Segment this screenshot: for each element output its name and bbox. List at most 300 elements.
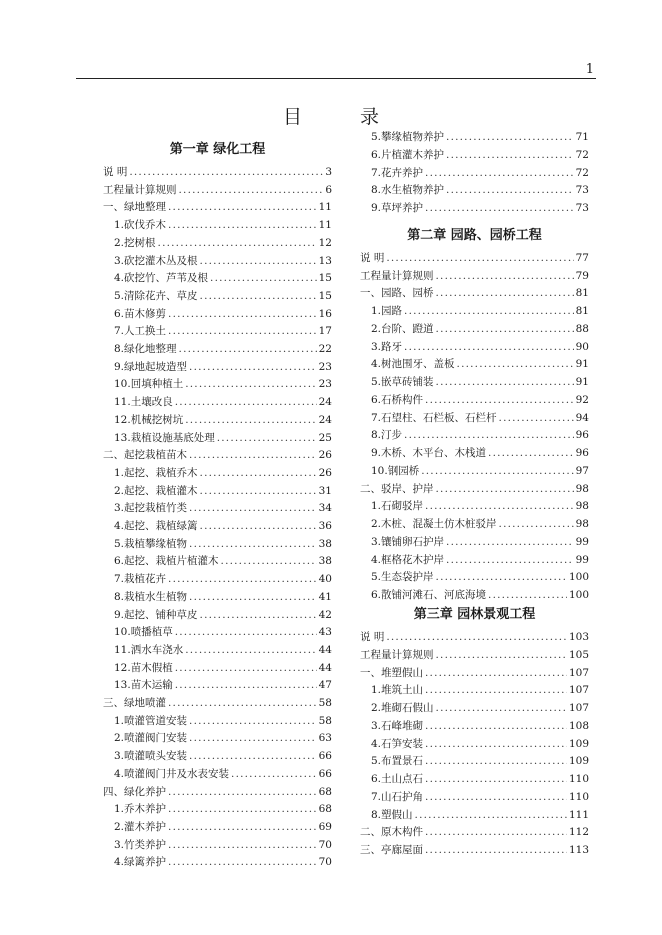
toc-entry-page: 81 bbox=[575, 305, 589, 318]
toc-leader-dots bbox=[200, 520, 317, 533]
toc-entry[interactable] bbox=[371, 532, 589, 549]
toc-entry-title: 二、起挖栽植苗木 bbox=[103, 449, 187, 462]
toc-entry-page: 111 bbox=[568, 808, 589, 821]
toc-entry-title: 5.栽植攀缘植物 bbox=[114, 537, 188, 550]
toc-entry[interactable] bbox=[114, 835, 332, 852]
toc-entry-page: 96 bbox=[575, 447, 589, 460]
toc-leader-dots bbox=[189, 538, 317, 551]
toc-entry-page: 34 bbox=[318, 502, 332, 515]
toc-entry-title: 2.堆砌石假山 bbox=[371, 702, 434, 714]
toc-leader-dots bbox=[404, 305, 574, 318]
toc-entry-title: 8.绿化地整理 bbox=[114, 343, 177, 355]
toc-entry[interactable] bbox=[371, 145, 589, 162]
toc-leader-dots bbox=[488, 589, 567, 602]
toc-entry[interactable] bbox=[360, 840, 589, 857]
toc-leader-dots bbox=[436, 702, 567, 715]
toc-leader-dots bbox=[425, 826, 567, 839]
toc-entry-title: 12.机械挖树坑 bbox=[114, 413, 184, 426]
toc-entry[interactable] bbox=[114, 675, 332, 692]
toc-entry-title: 说 明 bbox=[360, 631, 385, 643]
toc-entry-page: 91 bbox=[575, 358, 589, 371]
toc-entry-page: 88 bbox=[575, 322, 589, 335]
toc-entry[interactable] bbox=[114, 374, 332, 391]
toc-leader-dots bbox=[386, 252, 573, 265]
toc-leader-dots bbox=[168, 201, 317, 214]
toc-entry-title: 6.石桥构件 bbox=[371, 393, 424, 406]
toc-leader-dots bbox=[436, 323, 574, 336]
toc-entry[interactable] bbox=[103, 445, 332, 462]
toc-entry[interactable] bbox=[114, 764, 332, 781]
toc-leader-dots bbox=[425, 755, 567, 768]
toc-entry[interactable] bbox=[371, 550, 589, 567]
toc-entry-page: 90 bbox=[575, 340, 589, 353]
toc-entry-page: 22 bbox=[318, 343, 332, 355]
toc-entry[interactable] bbox=[114, 728, 332, 745]
toc-entry[interactable] bbox=[371, 127, 589, 144]
toc-entry-page: 23 bbox=[318, 360, 332, 373]
toc-entry-page: 24 bbox=[318, 413, 332, 426]
toc-entry[interactable] bbox=[371, 443, 589, 460]
toc-title: 目 录 bbox=[282, 106, 406, 128]
toc-entry-page: 105 bbox=[568, 648, 589, 661]
toc-entry-title: 7.花卉养护 bbox=[371, 166, 424, 179]
toc-entry-page: 99 bbox=[575, 535, 589, 548]
toc-leader-dots bbox=[446, 554, 574, 567]
toc-entry-page: 77 bbox=[575, 252, 589, 264]
toc-entry-title: 一、堆塑假山 bbox=[360, 666, 423, 679]
toc-entry-page: 15 bbox=[318, 272, 332, 285]
toc-entry[interactable] bbox=[114, 711, 332, 728]
toc-entry-title: 4.树池围牙、盖板 bbox=[371, 358, 455, 371]
toc-entry[interactable] bbox=[114, 551, 332, 568]
toc-entry-title: 8.栽植水生植物 bbox=[114, 590, 188, 603]
toc-entry-title: 9.绿地起坡造型 bbox=[114, 360, 188, 373]
toc-entry-page: 3 bbox=[325, 166, 332, 178]
toc-entry-title: 3.竹类养护 bbox=[114, 838, 167, 851]
toc-entry-page: 41 bbox=[318, 590, 332, 603]
toc-entry[interactable] bbox=[360, 663, 589, 680]
toc-leader-dots bbox=[386, 631, 567, 644]
toc-leader-dots bbox=[436, 571, 567, 584]
chapter-heading: 第一章 绿化工程 bbox=[169, 142, 266, 157]
toc-entry[interactable] bbox=[371, 805, 589, 822]
toc-entry[interactable] bbox=[371, 408, 589, 425]
toc-entry-title: 2.挖树根 bbox=[114, 236, 156, 249]
toc-entry-page: 11 bbox=[318, 219, 332, 232]
toc-entry[interactable] bbox=[114, 587, 332, 604]
toc-entry-title: 13.苗木运输 bbox=[114, 679, 173, 692]
toc-entry[interactable] bbox=[371, 734, 589, 751]
toc-entry[interactable] bbox=[371, 198, 589, 215]
toc-entry-page: 79 bbox=[575, 269, 589, 282]
toc-entry-page: 73 bbox=[575, 202, 589, 214]
toc-entry-title: 5.攀缘植物养护 bbox=[371, 131, 445, 143]
toc-entry-page: 98 bbox=[575, 482, 589, 495]
toc-leader-dots bbox=[404, 341, 574, 354]
toc-leader-dots bbox=[436, 376, 574, 389]
toc-entry[interactable] bbox=[103, 693, 332, 710]
toc-entry-page: 92 bbox=[575, 393, 589, 406]
toc-entry[interactable] bbox=[371, 751, 589, 768]
header-rule bbox=[76, 78, 596, 79]
toc-entry-page: 109 bbox=[568, 737, 589, 750]
toc-entry-page: 72 bbox=[575, 166, 589, 179]
toc-leader-dots bbox=[200, 255, 317, 268]
toc-entry[interactable] bbox=[103, 162, 332, 179]
toc-entry-title: 6.散铺河滩石、河底海境 bbox=[371, 589, 487, 602]
toc-entry-title: 5.布置景石 bbox=[371, 755, 424, 768]
page-number: 1 bbox=[585, 62, 594, 77]
toc-entry-title: 1.堆筑土山 bbox=[371, 684, 424, 697]
toc-entry-page: 97 bbox=[575, 464, 589, 477]
toc-entry[interactable] bbox=[371, 567, 589, 584]
toc-entry-title: 2.灌木养护 bbox=[114, 820, 167, 833]
toc-leader-dots bbox=[415, 809, 567, 822]
toc-entry[interactable] bbox=[114, 799, 332, 816]
toc-entry[interactable] bbox=[103, 782, 332, 799]
toc-leader-dots bbox=[168, 573, 317, 586]
toc-entry-page: 58 bbox=[318, 714, 332, 727]
toc-entry-title: 1.砍伐乔木 bbox=[114, 219, 167, 232]
toc-entry[interactable] bbox=[371, 514, 589, 531]
toc-entry-title: 一、绿地整理 bbox=[103, 201, 166, 214]
toc-leader-dots bbox=[175, 679, 317, 692]
toc-leader-dots bbox=[189, 449, 317, 462]
toc-entry[interactable] bbox=[103, 180, 332, 197]
toc-entry-page: 98 bbox=[575, 500, 589, 513]
toc-entry[interactable] bbox=[114, 534, 332, 551]
toc-entry-page: 71 bbox=[575, 131, 589, 143]
toc-leader-dots bbox=[221, 555, 317, 568]
toc-entry-page: 69 bbox=[318, 820, 332, 833]
toc-entry-title: 说 明 bbox=[360, 252, 385, 264]
toc-leader-dots bbox=[189, 750, 317, 763]
toc-entry-title: 7.山石护角 bbox=[371, 790, 424, 803]
toc-entry-title: 说 明 bbox=[103, 166, 128, 178]
toc-entry-title: 2.木桩、混凝土仿木桩驳岸 bbox=[371, 518, 497, 531]
toc-entry-page: 99 bbox=[575, 553, 589, 566]
toc-entry[interactable] bbox=[371, 716, 589, 733]
toc-leader-dots bbox=[175, 662, 317, 675]
toc-entry[interactable] bbox=[371, 372, 589, 389]
toc-entry[interactable] bbox=[371, 163, 589, 180]
toc-entry-title: 1.起挖、栽植乔木 bbox=[114, 466, 198, 479]
toc-leader-dots bbox=[436, 483, 574, 496]
toc-entry[interactable] bbox=[114, 392, 332, 409]
toc-entry-page: 47 bbox=[318, 679, 332, 692]
toc-entry-title: 7.栽植花卉 bbox=[114, 573, 167, 586]
toc-leader-dots bbox=[425, 167, 574, 180]
toc-leader-dots bbox=[200, 467, 317, 480]
toc-leader-dots bbox=[168, 821, 317, 834]
toc-leader-dots bbox=[436, 270, 574, 283]
toc-leader-dots bbox=[499, 518, 574, 531]
toc-entry-page: 12 bbox=[318, 236, 332, 249]
toc-entry[interactable] bbox=[114, 304, 332, 321]
toc-entry[interactable] bbox=[103, 197, 332, 214]
toc-leader-dots bbox=[446, 131, 574, 144]
toc-entry-title: 三、亭廊屋面 bbox=[360, 844, 423, 856]
toc-entry[interactable] bbox=[114, 339, 332, 356]
toc-entry[interactable] bbox=[371, 319, 589, 336]
toc-entry[interactable] bbox=[114, 481, 332, 498]
toc-leader-dots bbox=[210, 272, 317, 285]
toc-leader-dots bbox=[446, 536, 574, 549]
toc-leader-dots bbox=[436, 649, 567, 662]
toc-entry-title: 8.水生植物养护 bbox=[371, 184, 445, 197]
toc-entry-page: 73 bbox=[575, 184, 589, 197]
toc-entry-title: 3.石峰堆砌 bbox=[371, 719, 424, 732]
toc-entry-page: 107 bbox=[568, 666, 589, 679]
toc-entry-page: 26 bbox=[318, 449, 332, 462]
toc-entry[interactable] bbox=[371, 301, 589, 318]
toc-entry-page: 15 bbox=[318, 289, 332, 302]
toc-entry[interactable] bbox=[371, 496, 589, 513]
toc-entry-title: 4.框格花木护岸 bbox=[371, 553, 445, 566]
toc-entry[interactable] bbox=[114, 321, 332, 338]
toc-entry[interactable] bbox=[114, 569, 332, 586]
toc-leader-dots bbox=[189, 502, 317, 515]
toc-leader-dots bbox=[168, 219, 317, 232]
toc-leader-dots bbox=[179, 343, 317, 356]
toc-leader-dots bbox=[425, 684, 567, 697]
toc-entry-page: 13 bbox=[318, 254, 332, 267]
toc-entry[interactable] bbox=[114, 640, 332, 657]
chapter-heading: 第二章 园路、园桥工程 bbox=[407, 228, 542, 243]
toc-entry-title: 1.喷灌管道安装 bbox=[114, 714, 188, 727]
toc-entry-title: 10.回填种植土 bbox=[114, 378, 184, 391]
toc-leader-dots bbox=[175, 396, 317, 409]
toc-entry[interactable] bbox=[114, 215, 332, 232]
toc-entry-page: 23 bbox=[318, 378, 332, 391]
toc-entry-page: 58 bbox=[318, 697, 332, 709]
toc-entry-page: 70 bbox=[318, 838, 332, 851]
toc-entry-title: 4.起挖、栽植绿篱 bbox=[114, 520, 198, 532]
toc-entry[interactable] bbox=[371, 769, 589, 786]
toc-entry-page: 81 bbox=[575, 287, 589, 300]
toc-entry-title: 6.起挖、栽植片植灌木 bbox=[114, 555, 219, 568]
toc-entry-title: 四、绿化养护 bbox=[103, 785, 166, 798]
toc-entry-title: 工程量计算规则 bbox=[360, 269, 434, 282]
toc-entry-page: 103 bbox=[568, 631, 589, 643]
toc-entry[interactable] bbox=[114, 233, 332, 250]
toc-entry[interactable] bbox=[371, 787, 589, 804]
toc-entry-page: 100 bbox=[568, 571, 589, 584]
toc-entry[interactable] bbox=[114, 410, 332, 427]
toc-entry-title: 二、原木构件 bbox=[360, 826, 423, 839]
toc-entry[interactable] bbox=[114, 605, 332, 622]
toc-entry[interactable] bbox=[114, 817, 332, 834]
toc-entry-page: 66 bbox=[318, 767, 332, 780]
toc-entry[interactable] bbox=[371, 425, 589, 442]
toc-entry[interactable] bbox=[360, 283, 589, 300]
toc-entry[interactable] bbox=[371, 585, 589, 602]
toc-leader-dots bbox=[168, 308, 317, 321]
toc-entry[interactable] bbox=[360, 627, 589, 644]
toc-entry[interactable] bbox=[360, 822, 589, 839]
toc-entry-title: 3.路牙 bbox=[371, 340, 403, 353]
toc-entry[interactable] bbox=[114, 286, 332, 303]
toc-leader-dots bbox=[404, 429, 574, 442]
toc-entry[interactable] bbox=[371, 180, 589, 197]
toc-entry[interactable] bbox=[371, 354, 589, 371]
toc-leader-dots bbox=[425, 844, 567, 857]
toc-leader-dots bbox=[168, 786, 317, 799]
toc-entry-page: 68 bbox=[318, 803, 332, 816]
toc-entry-page: 6 bbox=[325, 183, 332, 196]
toc-entry-title: 一、园路、园桥 bbox=[360, 287, 434, 300]
toc-leader-dots bbox=[189, 715, 317, 728]
toc-entry[interactable] bbox=[371, 337, 589, 354]
toc-leader-dots bbox=[158, 237, 317, 250]
toc-entry-page: 25 bbox=[318, 431, 332, 444]
toc-entry[interactable] bbox=[360, 248, 589, 265]
toc-entry[interactable] bbox=[114, 622, 332, 639]
toc-entry-page: 38 bbox=[318, 555, 332, 568]
toc-entry-title: 二、驳岸、护岸 bbox=[360, 482, 434, 495]
toc-entry-title: 5.清除花卉、草皮 bbox=[114, 289, 198, 302]
toc-entry-title: 6.苗木修剪 bbox=[114, 307, 167, 320]
toc-entry[interactable] bbox=[114, 357, 332, 374]
toc-entry-page: 11 bbox=[318, 201, 332, 214]
toc-leader-dots bbox=[217, 432, 317, 445]
toc-entry-title: 2.喷灌阀门安装 bbox=[114, 732, 188, 745]
toc-entry-title: 9.草坪养护 bbox=[371, 202, 424, 214]
toc-entry-page: 38 bbox=[318, 537, 332, 550]
toc-entry-title: 8.塑假山 bbox=[371, 808, 413, 821]
toc-entry-title: 4.砍挖竹、芦苇及根 bbox=[114, 272, 209, 285]
toc-entry-title: 3.喷灌喷头安装 bbox=[114, 750, 188, 763]
toc-entry-title: 13.栽植设施基底处理 bbox=[114, 431, 215, 444]
toc-entry[interactable] bbox=[114, 516, 332, 533]
toc-entry-title: 11.土壤改良 bbox=[114, 396, 173, 409]
toc-entry-page: 66 bbox=[318, 750, 332, 763]
toc-entry[interactable] bbox=[360, 479, 589, 496]
toc-leader-dots bbox=[499, 412, 574, 425]
toc-leader-dots bbox=[425, 738, 567, 751]
toc-leader-dots bbox=[129, 166, 323, 179]
toc-entry[interactable] bbox=[360, 645, 589, 662]
toc-leader-dots bbox=[425, 773, 567, 786]
toc-leader-dots bbox=[200, 290, 317, 303]
toc-entry-title: 3.砍挖灌木丛及根 bbox=[114, 254, 198, 267]
toc-entry-title: 6.土山点石 bbox=[371, 773, 424, 785]
toc-entry-page: 113 bbox=[568, 844, 589, 856]
toc-entry-page: 110 bbox=[568, 773, 589, 785]
toc-leader-dots bbox=[189, 732, 317, 745]
toc-leader-dots bbox=[168, 856, 317, 869]
toc-leader-dots bbox=[189, 591, 317, 604]
toc-leader-dots bbox=[168, 839, 317, 852]
toc-entry-page: 107 bbox=[568, 702, 589, 714]
toc-entry-page: 110 bbox=[568, 790, 589, 803]
toc-entry-page: 94 bbox=[575, 411, 589, 424]
toc-leader-dots bbox=[446, 149, 574, 162]
chapter-heading: 第三章 园林景观工程 bbox=[413, 607, 536, 622]
toc-entry-title: 8.汀步 bbox=[371, 429, 403, 442]
toc-entry[interactable] bbox=[114, 463, 332, 480]
toc-entry-title: 12.苗木假植 bbox=[114, 661, 173, 674]
toc-leader-dots bbox=[175, 626, 317, 639]
toc-entry[interactable] bbox=[360, 266, 589, 283]
toc-entry-page: 70 bbox=[318, 856, 332, 869]
toc-leader-dots bbox=[425, 720, 567, 733]
toc-entry-page: 43 bbox=[318, 626, 332, 639]
toc-leader-dots bbox=[421, 465, 573, 478]
toc-entry[interactable] bbox=[114, 658, 332, 675]
toc-entry-page: 108 bbox=[568, 719, 589, 732]
toc-leader-dots bbox=[231, 768, 317, 781]
toc-entry-title: 3.镶铺卵石护岸 bbox=[371, 535, 445, 548]
toc-leader-dots bbox=[185, 644, 316, 657]
toc-entry[interactable] bbox=[114, 498, 332, 515]
toc-entry-title: 工程量计算规则 bbox=[360, 648, 434, 661]
toc-entry-page: 100 bbox=[568, 589, 589, 602]
toc-entry-title: 9.起挖、铺种草皮 bbox=[114, 608, 198, 621]
toc-leader-dots bbox=[185, 378, 316, 391]
toc-entry-title: 2.台阶、蹬道 bbox=[371, 322, 434, 335]
toc-leader-dots bbox=[425, 667, 567, 680]
toc-leader-dots bbox=[425, 500, 574, 513]
toc-leader-dots bbox=[425, 202, 574, 215]
toc-entry[interactable] bbox=[114, 852, 332, 869]
toc-entry-page: 24 bbox=[318, 396, 332, 409]
toc-entry-page: 109 bbox=[568, 755, 589, 768]
toc-entry-title: 1.园路 bbox=[371, 305, 403, 318]
toc-entry-title: 工程量计算规则 bbox=[103, 183, 177, 196]
toc-entry[interactable] bbox=[371, 680, 589, 697]
toc-entry[interactable] bbox=[114, 268, 332, 285]
toc-leader-dots bbox=[189, 361, 317, 374]
toc-entry[interactable] bbox=[114, 251, 332, 268]
toc-leader-dots bbox=[168, 803, 317, 816]
toc-entry-page: 36 bbox=[318, 520, 332, 532]
toc-entry-title: 10.喷播植草 bbox=[114, 626, 173, 639]
toc-entry-page: 31 bbox=[318, 484, 332, 497]
toc-entry-page: 44 bbox=[318, 643, 332, 656]
toc-entry-page: 112 bbox=[568, 826, 589, 839]
toc-entry-title: 1.石砌驳岸 bbox=[371, 500, 424, 513]
toc-entry[interactable] bbox=[114, 746, 332, 763]
toc-entry-page: 17 bbox=[318, 325, 332, 338]
toc-entry-title: 6.片植灌木养护 bbox=[371, 148, 445, 161]
toc-leader-dots bbox=[185, 414, 316, 427]
toc-entry-page: 72 bbox=[575, 148, 589, 161]
toc-entry-page: 26 bbox=[318, 466, 332, 479]
toc-leader-dots bbox=[179, 184, 324, 197]
toc-entry-title: 7.人工换土 bbox=[114, 325, 167, 338]
toc-entry-page: 96 bbox=[575, 429, 589, 442]
toc-entry-title: 2.起挖、栽植灌木 bbox=[114, 484, 198, 497]
toc-entry-title: 7.石望柱、石栏板、石栏杆 bbox=[371, 411, 497, 424]
toc-entry[interactable] bbox=[371, 461, 589, 478]
toc-leader-dots bbox=[488, 447, 574, 460]
toc-entry[interactable] bbox=[371, 698, 589, 715]
toc-entry-title: 4.石笋安装 bbox=[371, 737, 424, 750]
toc-leader-dots bbox=[168, 697, 317, 710]
toc-entry-title: 5.生态袋护岸 bbox=[371, 571, 434, 584]
toc-entry-title: 3.起挖栽植竹类 bbox=[114, 502, 188, 515]
toc-entry-title: 5.嵌草砖铺装 bbox=[371, 376, 434, 389]
toc-entry[interactable] bbox=[114, 428, 332, 445]
toc-entry[interactable] bbox=[371, 390, 589, 407]
toc-entry-title: 11.洒水车浇水 bbox=[114, 643, 184, 656]
toc-entry-title: 10.钢园桥 bbox=[371, 464, 420, 477]
toc-entry-page: 42 bbox=[318, 608, 332, 621]
toc-leader-dots bbox=[425, 394, 574, 407]
toc-entry-title: 4.喷灌阀门井及水表安装 bbox=[114, 767, 230, 780]
toc-entry-title: 1.乔木养护 bbox=[114, 803, 167, 816]
